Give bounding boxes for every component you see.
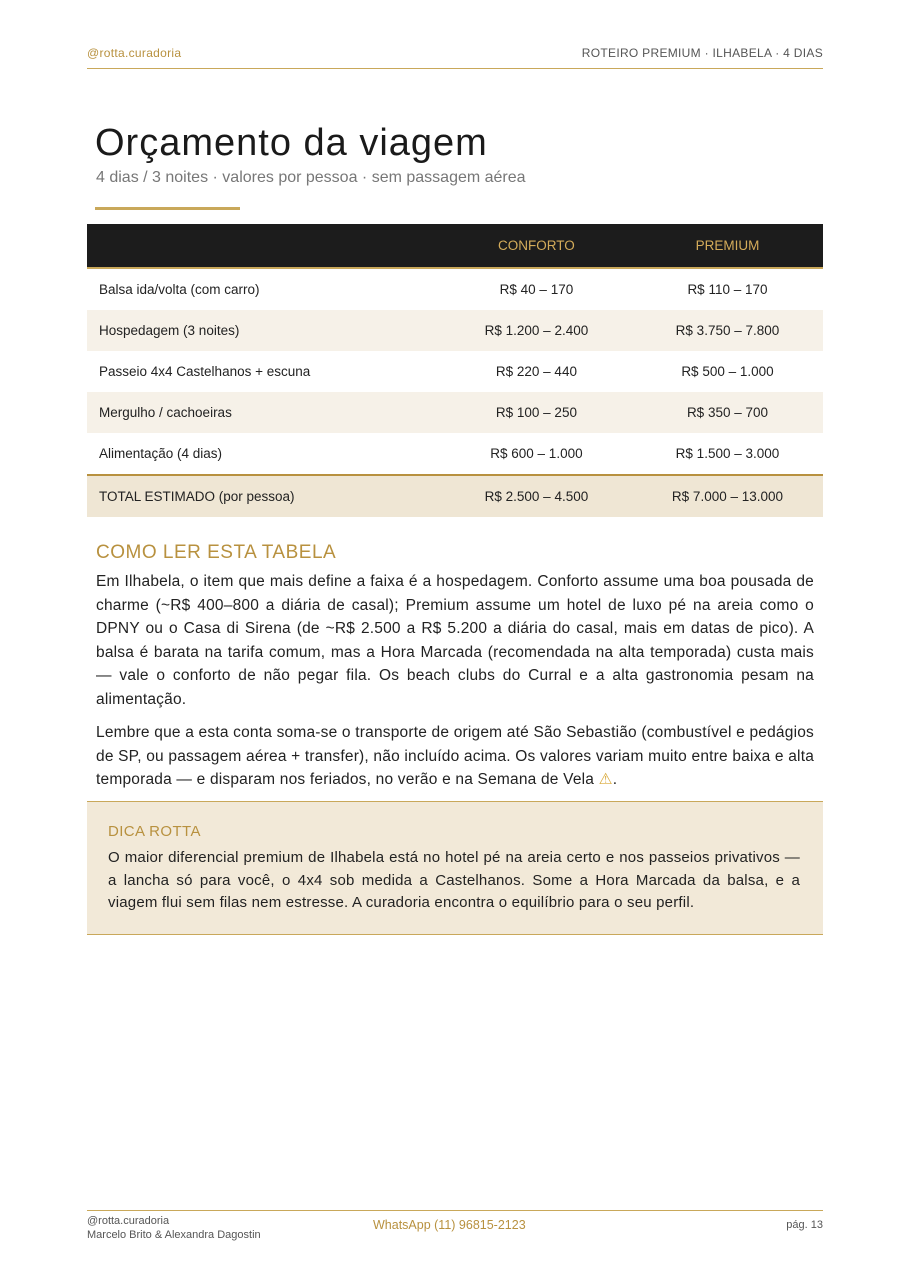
footer-authors: Marcelo Brito & Alexandra Dagostin: [87, 1229, 261, 1241]
total-premium: R$ 7.000 – 13.000: [632, 475, 823, 517]
footer-handle: @rotta.curadoria: [87, 1215, 170, 1227]
row-premium: R$ 110 – 170: [687, 282, 768, 297]
row-conforto: R$ 600 – 1.000: [490, 446, 583, 461]
header-handle: @rotta.curadoria: [87, 46, 182, 60]
table-row: [87, 433, 823, 475]
table-total-row: [87, 475, 823, 517]
page-subtitle: 4 dias / 3 noites · valores por pessoa · sem passagem aérea: [96, 169, 526, 186]
row-item: Mergulho / cachoeiras: [87, 392, 441, 433]
row-item: Passeio 4x4 Castelhanos + escuna: [99, 364, 311, 379]
column-header-conforto: CONFORTO: [441, 224, 632, 268]
total-item: TOTAL ESTIMADO (por pessoa): [87, 475, 441, 517]
tip-body: O maior diferencial premium de Ilhabela está no hotel pé na areia certo e nos passeios privativos — a lancha só para você, o 4x4 sob medida a Castelhanos. Some a Hora Marcada da balsa, e a viagem flui sem filas nem estresse. A curadoria encontra o equilíbrio para o seu perfil.: [108, 849, 800, 911]
paragraph-end: .: [612, 771, 618, 789]
row-conforto: R$ 220 – 440: [495, 364, 577, 379]
total-conforto: R$ 2.500 – 4.500: [441, 475, 632, 517]
row-premium: R$ 3.750 – 7.800: [632, 310, 823, 351]
table-row: [87, 310, 823, 351]
page-title: Orçamento da viagem: [95, 122, 488, 164]
row-conforto: R$ 1.200 – 2.400: [441, 310, 632, 351]
tip-box: [87, 801, 823, 935]
row-item: Hospedagem (3 noites): [87, 310, 441, 351]
row-item: Balsa ida/volta (com carro): [99, 282, 260, 297]
row-conforto: R$ 100 – 250: [441, 392, 632, 433]
page-footer: [87, 1210, 823, 1241]
table-row: [87, 268, 823, 310]
table-header-row: [87, 224, 823, 268]
footer-whatsapp: WhatsApp (11) 96815-2123: [373, 1218, 526, 1232]
paragraph-hospedagem: Em Ilhabela, o item que mais define a faixa é a hospedagem. Conforto assume uma boa pousada de charme (~R$ 400–800 a diária de casal); Premium assume um hotel de luxo pé na areia como o DPNY ou o Casa di Sirena (de ~R$ 2.500 a R$ 5.200 a diária do casal, mais em datas de pico). A balsa é barata na tarifa comum, mas a Hora Marcada (recomendada na alta temporada) custa mais — vale o conforto de não pegar fila. Os beach clubs do Curral e a alta gastronomia pesam na alimentação.: [96, 573, 814, 708]
row-premium: R$ 350 – 700: [632, 392, 823, 433]
table-row: [87, 351, 823, 392]
page-header: [87, 46, 823, 69]
tip-heading: DICA ROTTA: [108, 823, 201, 840]
paragraph-transporte: [96, 721, 814, 792]
page-number: pág. 13: [786, 1219, 823, 1231]
header-doc-label: ROTEIRO PREMIUM · ILHABELA · 4 DIAS: [581, 46, 823, 60]
section-heading: COMO LER ESTA TABELA: [96, 542, 337, 563]
footer-credits: [87, 1214, 261, 1242]
paragraph-transporte-text: Lembre que a esta conta soma-se o transporte de origem até São Sebastião (combustível e pedágios de SP, ou passagem aérea + transfer), não incluído acima. Os valores variam muito entre baixa e alta temporada — e disparam nos feriados, no verão e na Semana de Vela: [96, 724, 815, 789]
table-row: [87, 392, 823, 433]
column-header-premium: PREMIUM: [632, 224, 823, 268]
row-premium: R$ 1.500 – 3.000: [675, 446, 780, 461]
title-underline: [95, 207, 240, 210]
column-header-item: [87, 224, 441, 268]
warning-icon: ⚠: [598, 771, 613, 789]
row-premium: R$ 500 – 1.000: [681, 364, 774, 379]
row-item: Alimentação (4 dias): [99, 446, 223, 461]
row-conforto: R$ 40 – 170: [499, 282, 574, 297]
budget-table: [87, 224, 823, 517]
